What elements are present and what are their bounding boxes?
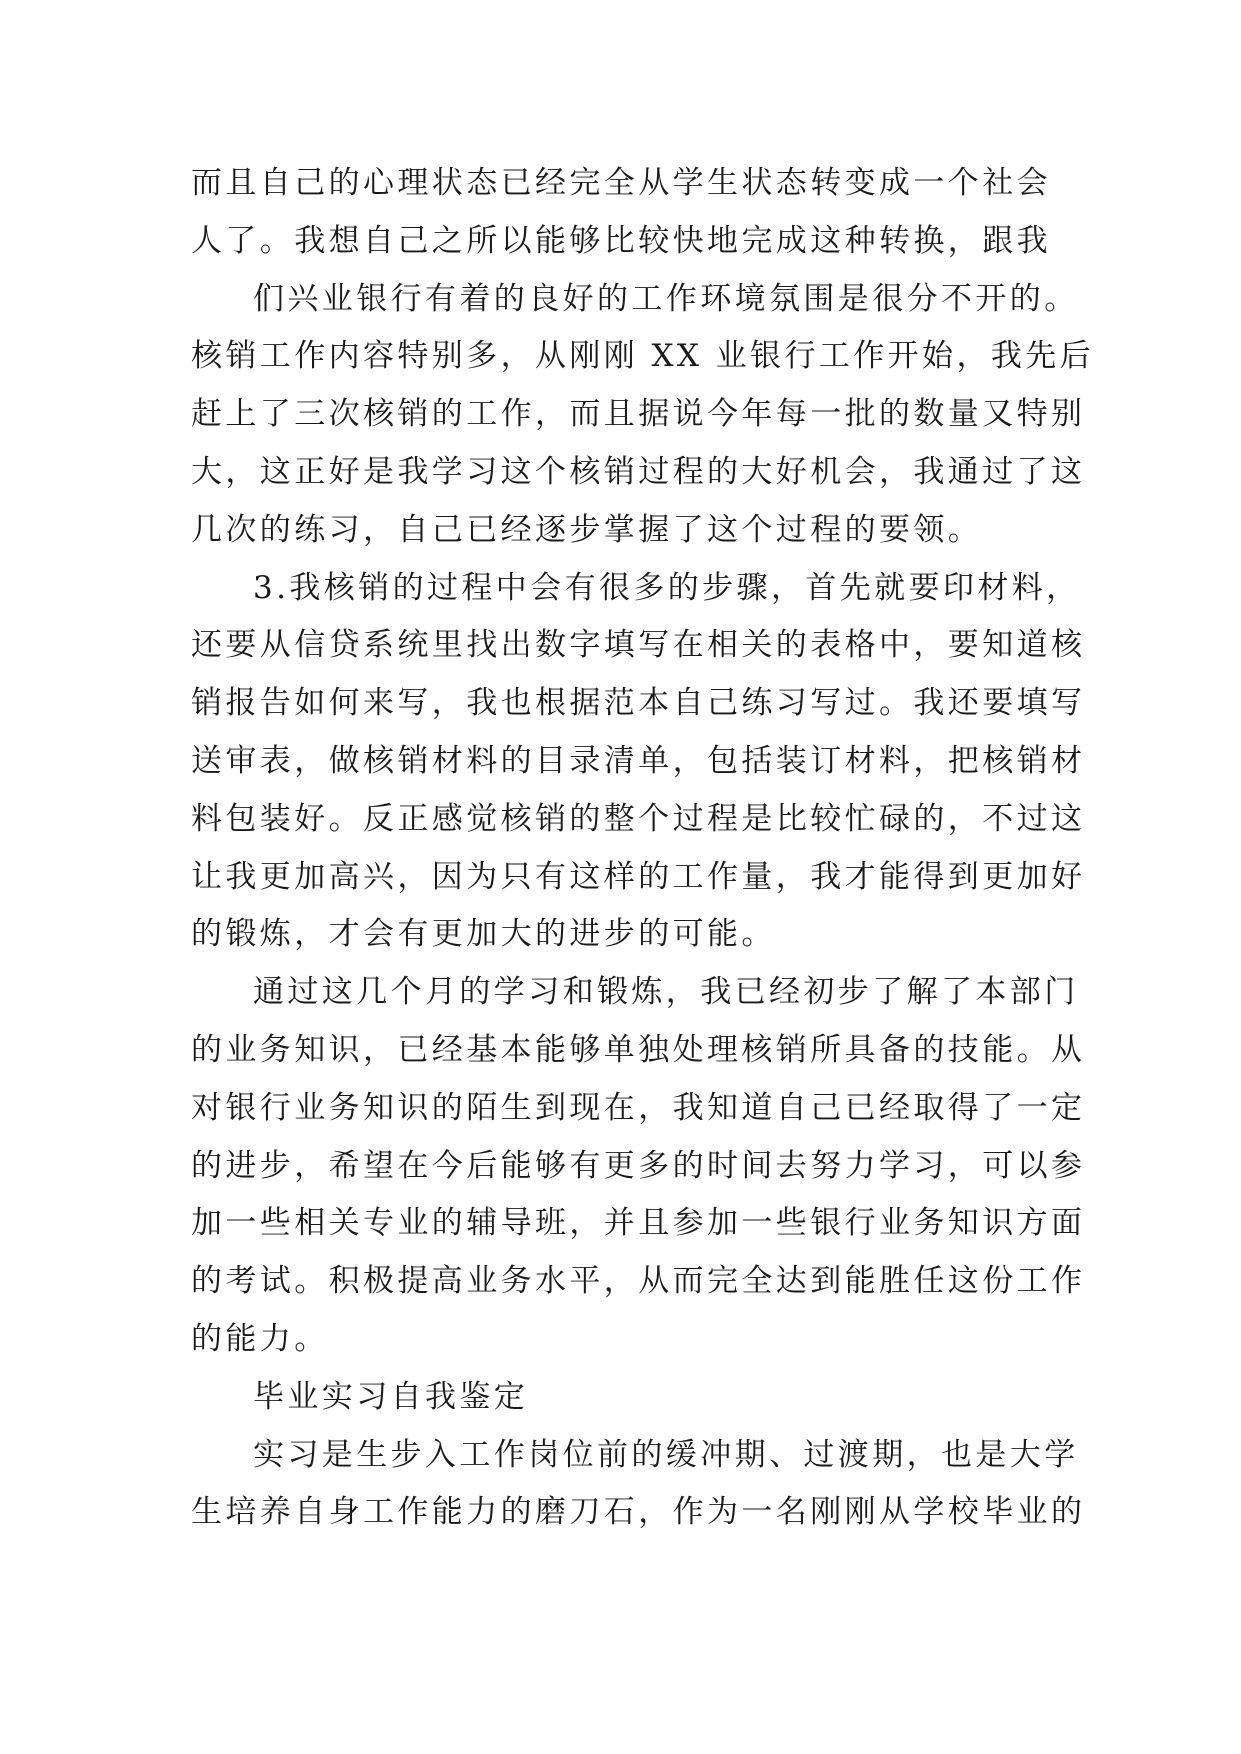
text-line: 销报告如何来写，我也根据范本自己练习写过。我还要填写 <box>191 685 1086 722</box>
text-line: 的能力。 <box>191 1320 329 1357</box>
text-line: 3.我核销的过程中会有很多的步骤，首先就要印材料， <box>253 569 1081 606</box>
text-line: 的进步，希望在今后能够有更多的时间去努力学习，可以参 <box>191 1147 1086 1184</box>
text-line: 加一些相关专业的辅导班，并且参加一些银行业务知识方面 <box>191 1205 1086 1242</box>
text-line: 还要从信贷系统里找出数字填写在相关的表格中，要知道核 <box>191 627 1086 664</box>
text-line: 几次的练习，自己已经逐步掌握了这个过程的要领。 <box>191 511 983 548</box>
body-text <box>191 155 1095 1542</box>
section-heading: 毕业实习自我鉴定 <box>253 1378 529 1415</box>
text-line: 的锻炼，才会有更加大的进步的可能。 <box>191 916 776 953</box>
text-line: 赶上了三次核销的工作，而且据说今年每一批的数量又特别 <box>191 396 1086 433</box>
text-line: 大，这正好是我学习这个核销过程的大好机会，我通过了这 <box>191 453 1086 490</box>
text-line: 料包装好。反正感觉核销的整个过程是比较忙碌的，不过这 <box>191 800 1086 837</box>
text-line: 对银行业务知识的陌生到现在，我知道自己已经取得了一定 <box>191 1089 1086 1126</box>
text-line: 的考试。积极提高业务水平，从而完全达到能胜任这份工作 <box>191 1263 1086 1300</box>
text-line: 送审表，做核销材料的目录清单，包括装订材料，把核销材 <box>191 742 1086 779</box>
text-line: 而且自己的心理状态已经完全从学生状态转变成一个社会 <box>191 165 1051 201</box>
text-line: 们兴业银行有着的良好的工作环境氛围是很分不开的。 <box>253 280 1079 317</box>
text-line: 人了。我想自己之所以能够比较快地完成这种转换，跟我 <box>191 222 1051 259</box>
text-line: 生培养自身工作能力的磨刀石，作为一名刚刚从学校毕业的 <box>191 1494 1086 1531</box>
text-line: 核销工作内容特别多，从刚刚 XX 业银行工作开始，我先后 <box>191 338 1095 375</box>
text-line: 让我更加高兴，因为只有这样的工作量，我才能得到更加好 <box>191 858 1086 895</box>
text-line: 通过这几个月的学习和锻炼，我已经初步了解了本部门 <box>253 974 1079 1011</box>
text-line: 的业务知识，已经基本能够单独处理核销所具备的技能。从 <box>191 1031 1086 1068</box>
text-line: 实习是生步入工作岗位前的缓冲期、过渡期，也是大学 <box>253 1436 1079 1473</box>
